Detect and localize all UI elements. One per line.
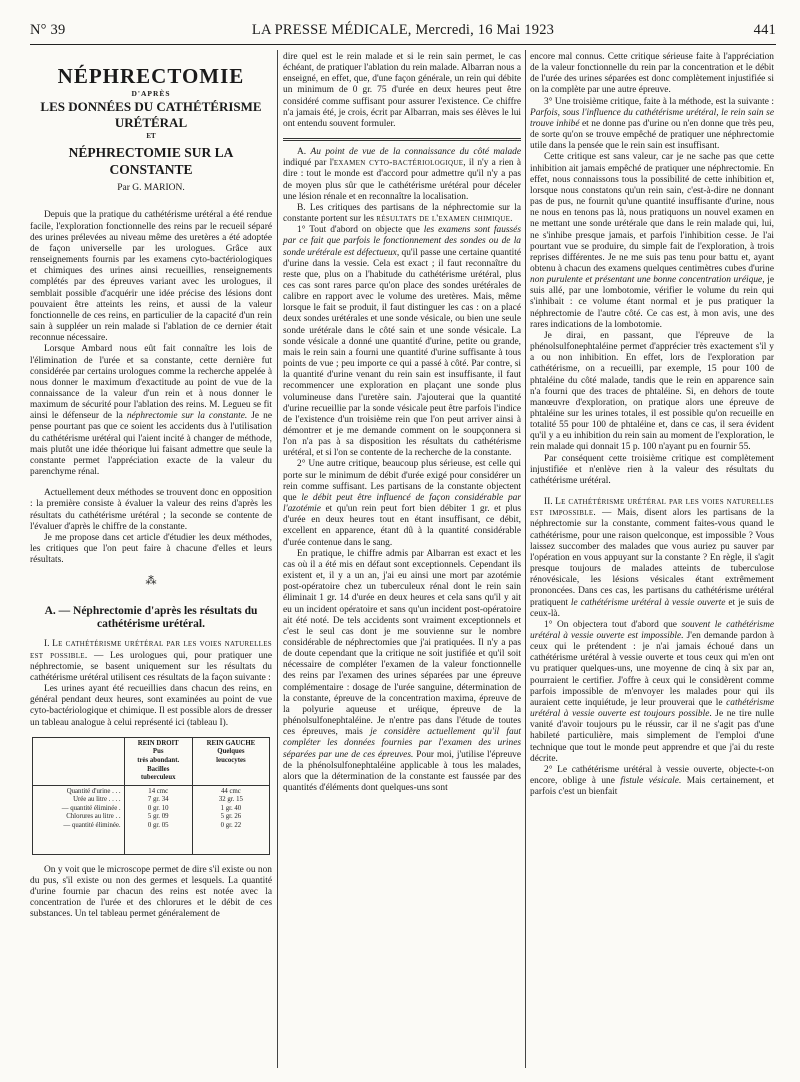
page-header bbox=[30, 22, 776, 42]
article-author: Par G. MARION. bbox=[117, 183, 185, 194]
section-heading: A. — Néphrectomie d'après les résultats du cathétérisme urétéral. bbox=[44, 605, 258, 631]
column-divider bbox=[525, 50, 526, 1068]
paragraph: II. Le cathétérisme urétéral par les voies naturelles est impossible. — Mais, disent alors les partisans de la néphrectomie sur la constante, comment faites-vous quand le cathétérisme, pour une raison quelconque, est impossible ? Vous laissez succomber des malades que vous auriez pu sauver par l'opération en vous appuyant sur la constante ? En règle, il s'agit presque toujours de malades atteints de tuberculose rénovésicale, les lésions vésicales étant extrêmement prononcées. Dans ces cas, les partisans du cathétérisme urétéral pratiquent le cathétérisme urétéral à vessie ouverte et je suis de ceux-là. bbox=[530, 497, 774, 619]
paragraph: I. Le cathétérisme urétéral par les voies naturelles est possible. — Les urologues qui, pour pratiquer une néphrectomie, se basent uniquement sur les résultats du cathétérisme urétéral utilisent ces résultats de la façon suivante : bbox=[30, 639, 273, 683]
paragraph: 2° Le cathétérisme urétéral à vessie ouverte, objecte-t-on encore, oblige à une fistule vésicale. Mais certainement, et parfois c'est un bienfait bbox=[530, 764, 774, 798]
section-asterism: ⁂ bbox=[145, 575, 157, 588]
table-header-left-kidney: REIN GAUCHE Quelques leucocytes bbox=[192, 738, 269, 785]
page-number: 441 bbox=[753, 22, 776, 38]
paragraph: encore mal connus. Cette critique sérieuse faite à l'appréciation de la valeur fonctionnelle du rein par la concentration et le débit de l'urée des urines séparées est donc complètement injustifiée si on la complète par une autre épreuve. bbox=[530, 52, 774, 96]
table-corner bbox=[33, 738, 124, 785]
article-title: NÉPHRECTOMIE bbox=[57, 64, 245, 88]
article-subtitle: NÉPHRECTOMIE SUR LA CONSTANTE bbox=[68, 145, 234, 178]
paragraph: On y voit que le microscope permet de dire s'il existe ou non du pus, s'il existe ou non des germes et lesquels. La quantité d'urine fournie par chacun des reins est notée avec la concentration de l'urée et des chlorures et le débit de ces substances. Un tel tableau permet généralement de bbox=[30, 864, 272, 920]
paragraph: 2° Une autre critique, beaucoup plus sérieuse, est celle qui porte sur le minimum de débit d'urée exigé pour considérer un rein comme suffisant. Les partisans de la constante objectent que le débit peut être influencé de façon considérable par l'azotémie et qu'un rein peut fort bien débiter 1 gr. et plus d'urée en deux heures tout en étant insuffisant, ce débit, excellent en apparence, étant dû à la quantité considérable d'urée contenue dans le sang. bbox=[283, 459, 521, 548]
journal-title-date: LA PRESSE MÉDICALE, Mercredi, 16 Mai 1923 bbox=[251, 22, 555, 38]
paragraph: Lorsque Ambard nous eût fait connaître les lois de l'élimination de l'urée et sa constante, cette dernière fut considérée par certains urologues comme la recherche appelée à nous donner le maximum d'exactitude au point de vue de la connaissance de la valeur d'un rein et à nous donner le maximum de sécurité pour l'ablation des reins. M. Legueu se fit ainsi le défenseur de la néphrectomie sur la constante. Je ne pense pourtant pas que ce soient les accidents dus à l'utilisation du cathétérisme urétéral qui l'aient incité à changer de méthode, mais plutôt une idée théorique lui faisant admettre que seule la constante permet l'appréciation exacte de la valeur du parenchyme rénal. bbox=[30, 344, 272, 478]
paragraph: En pratique, le chiffre admis par Albarran est exact et les cas où il a été mis en défaut sont exceptionnels. Cependant ils existent et, il y a un an, j'ai eu ainsi une mort par azotémie post-opératoire chez un tuberculeux rénal dont le rein sain éliminait 1 gr. 14 d'urée en deux heures et cela sans qu'il y ait eu un incident opératoire et sans qu'un incident post-opératoire ait été noté. De tels accidents sont vraiment exceptionnels et c'est le seul cas dont je me souvienne sur le nombre considérable de néphrectomies que j'ai pratiquées. Il n'y a pas de doute cependant que la critique ne soit justifiée et qu'il soit nécessaire de compléter l'examen de la valeur fonctionnelle des reins par l'examen des urines séparées par une épreuve complémentaire : dosage de l'urée sanguine, détermination de la constante, épreuve de la concentration maxima, épreuve de la polyurie aqueuse et uréique, épreuve de la phénolsulfonephtaléine. Je n'entre pas dans l'étude de toutes ces épreuves, mais je considère actuellement qu'il faut compléter les données fournies par l'examen des urines séparées par une de ces épreuves. Pour moi, j'utilise l'épreuve de la phénolsulfonephtaléine applicable à tous les malades, alors que la détermination de la constante est faussée par des quantités d'éléments dont quelques-uns sont bbox=[283, 548, 521, 793]
paragraph: 3° Une troisième critique, faite à la méthode, est la suivante : Parfois, sous l'influence du cathétérisme urétéral, le rein sain se trouve inhibé et ne donne pas d'urine ou n'en donne que très peu, de sorte qu'on se trouve empêché de pratiquer une néphrectomie utile dans la pensée que le rein sain est insuffisant. bbox=[530, 96, 774, 152]
paragraph: Par conséquent cette troisième critique est complètement injustifiée et n'enlève rien à la valeur des résultats du cathétérisme urétéral. bbox=[530, 453, 774, 486]
header-rule bbox=[30, 44, 776, 45]
column-1 bbox=[30, 52, 272, 920]
issue-number: N° 39 bbox=[30, 22, 66, 38]
data-table bbox=[32, 737, 270, 855]
table-values-right: 14 cmc 7 gr. 34 0 gr. 10 5 gr. 09 0 gr. 05 bbox=[124, 785, 192, 854]
column-divider bbox=[277, 50, 278, 1068]
paragraph: Les urines ayant été recueillies dans chacun des reins, en général pendant deux heures, sont examinées au point de vue cyto-bactériologique et chimique. Il est possible alors de dresser un tableau analogue à celui représenté ici (tableau I). bbox=[30, 684, 272, 728]
paragraph: B. Les critiques des partisans de la néphrectomie sur la constante portent sur les résultats de l'examen chimique. bbox=[283, 202, 521, 225]
column-3 bbox=[530, 52, 774, 798]
table-values-left: 44 cmc 32 gr. 15 1 gr. 40 5 gr. 26 0 gr. 22 bbox=[218, 787, 243, 830]
paragraph: 1° On objectera tout d'abord que souvent le cathétérisme urétéral à vessie ouverte est impossible. J'en demande pardon à ceux qui le prétendent : je n'ai jamais échoué dans un cathétérisme urétéral à vessie ouverte et tous ceux qui m'en ont vu pratiquer quelques-uns, une moyenne de cinq à six par an, pourraient le certifier. J'offre à ceux qui le considèrent comme parfois impossible de m'envoyer les malades pour qui ils auraient cette inquiétude, je leur prouverai que le cathétérisme urétéral à vessie ouverte est toujours possible. Je ne tire nulle vanité d'avoir toujours pu le réussir, car il ne s'agit pas d'une habileté particulière, mais simplement de l'emploi d'une technique que tout le monde peut apprendre et que j'ai du reste décrite. bbox=[530, 619, 775, 764]
paragraph: Je me propose dans cet article d'étudier les deux méthodes, les critiques que l'on peut faire à chacune d'elles et leurs résultats. bbox=[30, 532, 272, 566]
paragraph: 1° Tout d'abord on objecte que les examens sont faussés par ce fait que parfois le fonctionnement des sondes ou de la sonde urétérale est défectueux, qu'il passe une certaine quantité d'urine dans la vessie. Cela est exact ; il faut reconnaître du reste que, plus on a l'habitude du cathétérisme urétéral, plus ces cas sont rares parce qu'on place des sondes urétérales de calibre en rapport avec le volume des uretères. Mais, même lorsque le fait se produit, il faut distinguer les cas : on a placé deux sondes urétérales et une sonde vésicale, ou bien une seule sonde urétérale dans le côté sain et une sonde vésicale. La sonde vésicale a donné une quantité d'urine, petite ou grande, mais le rein sain a fourni une quantité d'urine suffisante à tous points de vue ; peu importe ce qui a passé à côté. Par contre, si la quantité d'urine venant du rein sain est insuffisante, il faut recommencer une exploration en plaçant une sonde plus volumineuse dans l'uretère sain. J'ajouterai que la quantité d'urine recueillie par la sonde vésicale peut être parfois l'indice de l'existence d'un troisième rein que l'on peut arriver ainsi à démontrer et je me demande comment on le soupçonnera si l'on n'a pas à sa disposition les résultats du cathétérisme urétéral, et si l'on se contente de la recherche de la constante. bbox=[283, 225, 522, 459]
paragraph: dire quel est le rein malade et si le rein sain permet, le cas échéant, de pratiquer l'ablation du rein malade. Albarran nous a enseigné, en effet, que, d'une façon générale, un rein qui débite un minimum de 0 gr. 75 d'urée en deux heures peut être considéré comme suffisant pour assurer l'existence. Ce chiffre n'a jamais été, je crois, écrit par Albarran, mais ses élèves le lui ont entendu souvent formuler. bbox=[283, 52, 521, 129]
table-row-labels: Quantité d'urine . . . Urée au litre . . . . — quantité éliminée . Chlorures au litre . . — quantité éliminée. bbox=[33, 785, 124, 854]
paragraph: Actuellement deux méthodes se trouvent donc en opposition : la première consiste à évaluer la valeur des reins d'après les résultats du cathétérisme urétéral ; la seconde se contente de l'évaluer d'après le chiffre de la constante. bbox=[30, 488, 272, 532]
table-header-right-kidney: REIN DROIT Pus très abondant. Bacilles tuberculeux bbox=[124, 738, 192, 785]
paragraph: Depuis que la pratique du cathétérisme urétéral a été rendue facile, l'exploration fonctionnelle des reins par le recueil séparé des urines prélevées au niveau même des uretères a été adoptée de façon universelle par les urologues. Grâce aux renseignements fournis par les examens cyto-bactériologiques et chimiques des urines ainsi recueillies, renseignements complétés par des épreuves variant avec les urologues, il semblait possible d'acquérir une idée précise des lésions dont pouvaient être atteints les reins, et aussi de la valeur fonctionnelle de ces reins, en particulier de la capacité d'un rein sain à suppléer un rein malade si l'ablation de ce dernier était reconnue nécessaire. bbox=[30, 210, 272, 344]
separator bbox=[283, 138, 521, 141]
paragraph: A. Au point de vue de la connaissance du côté malade indiqué par l'examen cyto-bactériologique, il n'y a rien à dire : tout le monde est d'accord pour admettre qu'il n'y a pas de moyen plus sûr que le cathétérisme urétéral pour déceler une lésion rénale et en reconnaître la localisation. bbox=[283, 147, 521, 202]
article-title-block bbox=[30, 64, 272, 194]
paragraph: Cette critique est sans valeur, car je ne sache pas que cette inhibition ait jamais empêché de pratiquer une néphrectomie. En effet, nous connaissons tous la possibilité de cette inhibition et, lorsque nous constatons qu'un rein sain, c'est-à-dire ne donnant pas de pus, ne fournit qu'une quantité insuffisante d'urine, nous ne nous en tenons pas là, nous pratiquons un nouvel examen en ne mettant une sonde urétérale que dans le rein malade qui, lui, ne s'inhibe presque jamais, et parfois l'inhibition cesse. Je l'ai pourtant vue se produire, du simple fait de l'exploration, à trois reprises différentes. Je ne me suis pas tenu pour battu et, ayant obtenu à chacun des examens quelques centimètres cubes d'urine non purulente et présentant une bonne concentration uréique, je suis allé, par une lombotomie, vérifier le volume du rein qui s'inhibait : ce volume étant normal et je pus pratiquer la néphrectomie de l'autre côté. Ce cas est, à mon avis, une des rares indications de la lombotomie. bbox=[530, 152, 774, 330]
title-connector: ET bbox=[146, 132, 156, 141]
paragraph: Je dirai, en passant, que l'épreuve de la phénolsulfonephtaléine permet d'apprécier très exactement s'il y a ou non inhibition. En effet, lors de l'exploration par cathétérisme, on a recueilli, par exemple, 15 pour 100 de phtaléine du côté malade, tandis que le rein en apparence sain n'a fourni que des traces de phtaléine. Si, en dehors de toute manœuvre d'exploration, on pratique alors une épreuve de phtaléine sur les urines totales, il est possible qu'on recueille en totalité 55 pour 100 de phtaléine et, dans ce cas, il sera évident qu'il y a eu inhibition du rein sain au moment de l'exploration, le rein malade qui donnait 15 p. 100 n'ayant pu en fournir 55. bbox=[530, 330, 774, 453]
article-subtitle: LES DONNÉES DU CATHÉTÉRISME URÉTÉRAL bbox=[40, 99, 262, 131]
title-connector: D'APRÈS bbox=[131, 89, 171, 98]
column-2 bbox=[283, 52, 521, 794]
